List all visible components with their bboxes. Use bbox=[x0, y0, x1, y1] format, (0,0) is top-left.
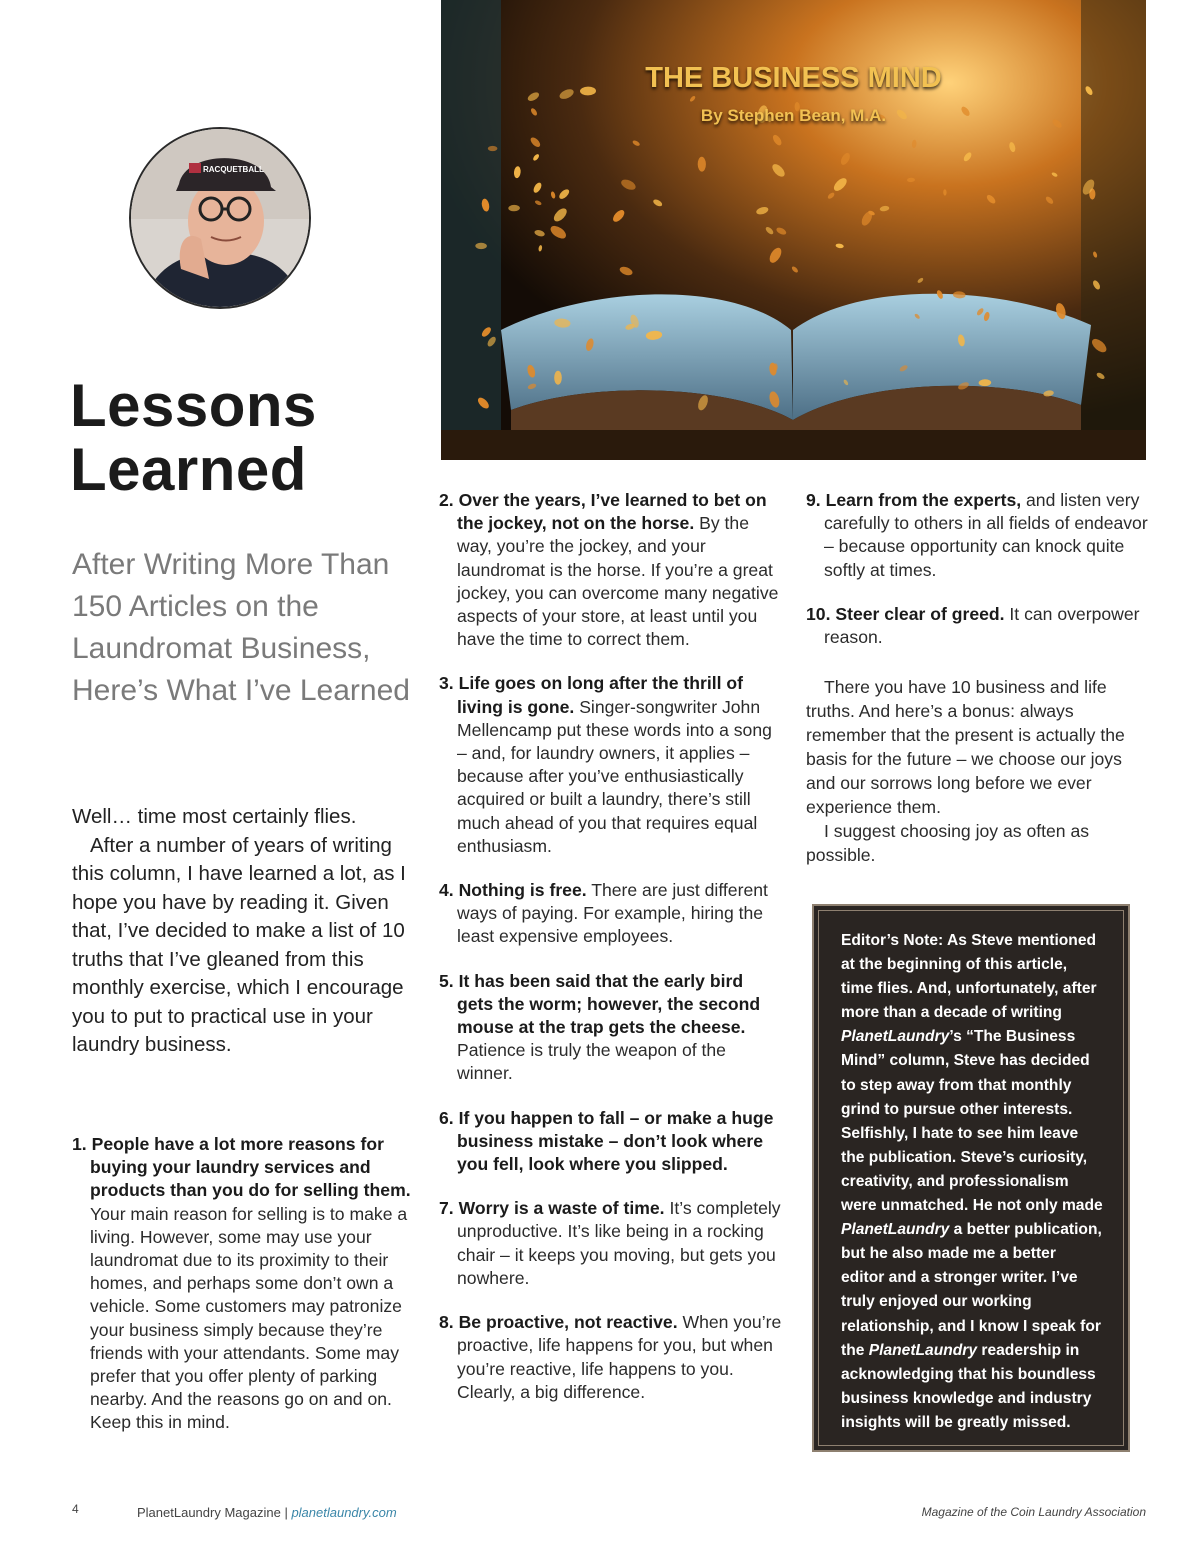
truth-item: 5. It has been said that the early bird gets the worm; however, the second mouse at the trap gets the cheese. Patience is truly the weapon of the winner. bbox=[439, 970, 761, 1084]
truth-item: 8. Be proactive, not reactive. When you’re proactive, life happens for you, but when you’re reactive, life happens to you. Clearly, a big difference. bbox=[439, 1312, 782, 1402]
truth-item: 7. Worry is a waste of time. It’s completely unproductive. It’s like being in a rocking chair – it keeps you moving, but gets you nowhere. bbox=[439, 1198, 781, 1288]
column-2 bbox=[439, 489, 784, 1425]
cap-text: RACQUETBALL bbox=[203, 165, 264, 174]
author-photo bbox=[129, 127, 311, 309]
column-3 bbox=[806, 489, 1151, 867]
column-title: THE BUSINESS MIND bbox=[645, 62, 942, 94]
truth-item: 2. Over the years, I’ve learned to bet on the jockey, not on the horse. By the way, you’re the jockey, and your laundromat is the horse. If you’re a great jockey, you can overcome many negative aspects of your store, at least until you have the time to correct them. bbox=[439, 490, 779, 650]
closing-paragraph-2: I suggest choosing joy as often as possible. bbox=[806, 821, 1090, 866]
intro-paragraph-1: Well… time most certainly flies. bbox=[72, 805, 357, 828]
footer-url-link[interactable]: planetlaundry.com bbox=[291, 1505, 397, 1520]
intro-text bbox=[72, 803, 417, 1060]
hero-image bbox=[441, 0, 1146, 460]
intro-paragraph-2: After a number of years of writing this column, I have learned a lot, as I hope you have by reading it. Given that, I’ve decided to make a list of 10 truths that I’ve gleaned from this monthly exercise, which I encourage you to put to practical use in your laundry business. bbox=[72, 833, 406, 1056]
truth-item: 3. Life goes on long after the thrill of living is gone. Singer-songwriter John Mellencamp put these words into a song – and, for laundry owners, it applies – because after you’ve enthusiastically acquired or built a laundry, there’s still much ahead of you that requires equal enthusiasm. bbox=[439, 673, 772, 856]
truth-item: 1. People have a lot more reasons for buying your laundry services and products than you do for selling them. Your main reason for selling is to make a living. However, some may use your laundromat due to its proximity to their homes, and perhaps some don’t own a vehicle. Some customers may patronize your business simply because they’re friends with your attendants. Some may prefer that you offer plenty of parking nearby. And the reasons go on and on. Keep this in mind. bbox=[72, 1134, 411, 1433]
article-subhead: After Writing More Than 150 Articles on the Laundromat Business, Here’s What I’ve Learned bbox=[72, 548, 410, 707]
editor-note-box bbox=[812, 904, 1130, 1452]
editor-note-text: Editor’s Note: As Steve mentioned at the beginning of this article, time flies. And, unfortunately, after more than a decade of writing PlanetLaundry’s “The Business Mind” column, Steve has decided to step away from that monthly grind to pursue other interests. Selfishly, I hate to see him leave the publication. Steve’s curiosity, creativity, and professionalism were unmatched. He not only made PlanetLaundry a better publication, but he also made me a better editor and a stronger writer. I’ve truly enjoyed our working relationship, and I know I speak for the PlanetLaundry readership in acknowledging that his boundless business knowledge and industry insights will be greatly missed. bbox=[818, 910, 1124, 1446]
byline: By Stephen Bean, M.A. bbox=[700, 106, 887, 125]
truth-item: 9. Learn from the experts, and listen very carefully to others in all fields of endeavor – because opportunity can knock quite softly at times. bbox=[806, 490, 1148, 580]
truth-item: 10. Steer clear of greed. It can overpower reason. bbox=[806, 603, 1140, 648]
page-number: 4 bbox=[72, 1502, 79, 1516]
footer-tagline: Magazine of the Coin Laundry Association bbox=[921, 1505, 1146, 1519]
article-headline: Lessons Learned bbox=[70, 372, 317, 503]
truth-item: 4. Nothing is free. There are just different ways of paying. For example, hiring the least expensive employees. bbox=[439, 880, 768, 947]
closing-paragraph-1: There you have 10 business and life truths. And here’s a bonus: always remember that the present is actually the basis for the future – we choose our joys and our sorrows long before we ever experience them. bbox=[806, 677, 1125, 818]
truth-item: 6. If you happen to fall – or make a huge business mistake – don’t look where you fell, look where you slipped. bbox=[439, 1107, 774, 1175]
footer-publication: PlanetLaundry Magazine | planetlaundry.com bbox=[137, 1505, 397, 1520]
column-1 bbox=[72, 1133, 412, 1435]
